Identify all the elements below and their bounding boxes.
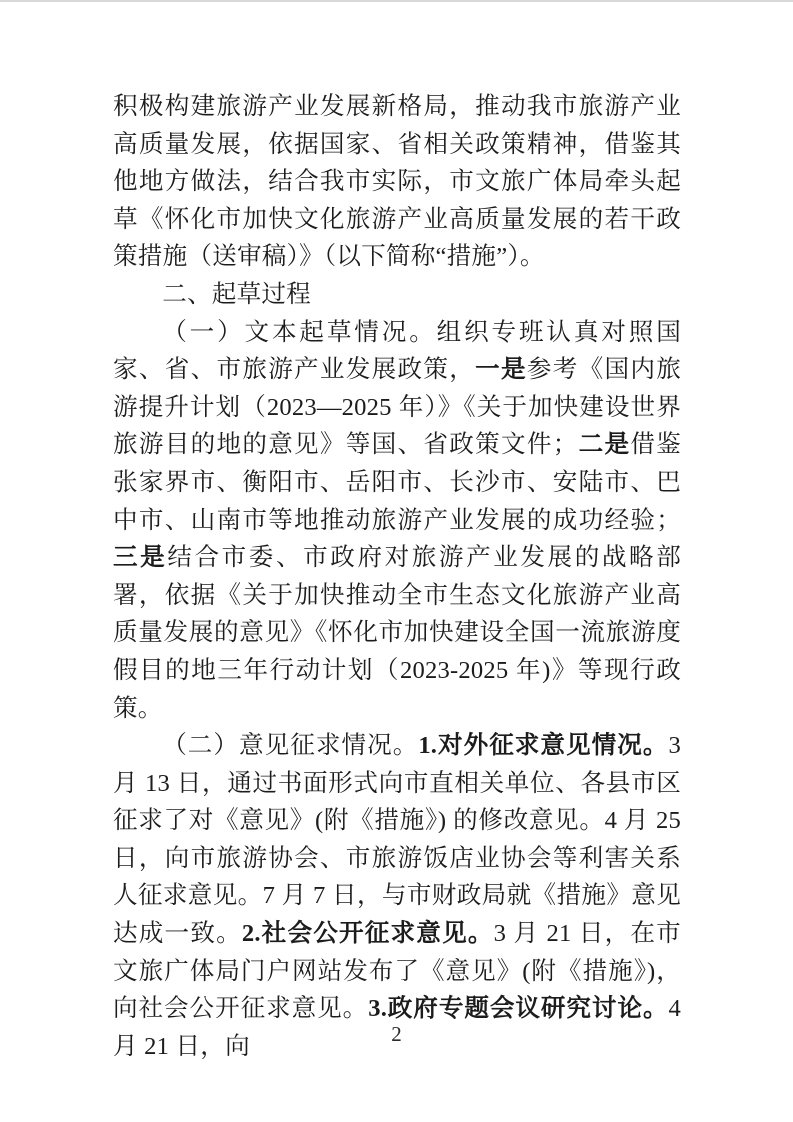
bold-text-run: 三是 xyxy=(113,544,168,572)
bold-text-run: 3.政府专题会议研究讨论。 xyxy=(368,995,669,1023)
text-run: 3 月 21 日，在市文旅广体局门户网站发布了《意见》(附《措施》)，向社会公开征求意见。 xyxy=(113,920,681,1023)
text-run: 借鉴张家界市、衡阳市、岳阳市、长沙市、安陆市、巴中市、山南市等地推动旅游产业发展的成功经验； xyxy=(113,431,681,534)
text-run: （二）意见征求情况。 xyxy=(162,732,419,760)
text-run: 积极构建旅游产业发展新格局，推动我市旅游产业高质量发展，依据国家、省相关政策精神，借鉴其他地方做法，结合我市实际，市文旅广体局牵头起草《怀化市加快文化旅游产业高质量发展的若干政策措施（送审稿）》（以下简称“措施”）。 xyxy=(113,93,681,271)
bold-text-run: 2.社会公开征求意见。 xyxy=(241,920,494,948)
bold-text-run: 一是 xyxy=(475,356,527,384)
text-run: 二、起草过程 xyxy=(162,280,311,308)
document-text-block xyxy=(113,88,681,1065)
paragraph xyxy=(113,727,681,1065)
text-run: 结合市委、市政府对旅游产业发展的战略部署，依据《关于加快推动全市生态文化旅游产业高质量发展的意见》《怀化市加快建设全国一流旅游度假目的地三年行动计划（2023-2025 年)》等现行政策。 xyxy=(113,544,681,722)
page-top-border xyxy=(0,0,793,2)
section-heading xyxy=(113,276,681,314)
text-run: （一）文本起草情况。组织专班认真对照国家、省、市旅游产业发展政策， xyxy=(113,318,681,384)
bold-text-run: 1.对外征求意见情况。 xyxy=(418,732,669,760)
paragraph xyxy=(113,88,681,276)
bold-text-run: 二是 xyxy=(577,431,631,459)
paragraph xyxy=(113,314,681,728)
text-run: 参考《国内旅游提升计划（2023—2025 年）》《关于加快建设世界旅游目的地的意见》等国、省政策文件； xyxy=(113,356,681,459)
text-run: 4 月 21 日，向 xyxy=(113,995,681,1060)
page-number: 2 xyxy=(391,1022,402,1046)
text-run: 3 月 13 日，通过书面形式向市直相关单位、各县市区征求了对《意见》(附《措施》) 的修改意见。4 月 25 日，向市旅游协会、市旅游饭店业协会等利害关系人征求意见。7 月 7 日，与市财政局就《措施》意见达成一致。 xyxy=(113,732,681,948)
